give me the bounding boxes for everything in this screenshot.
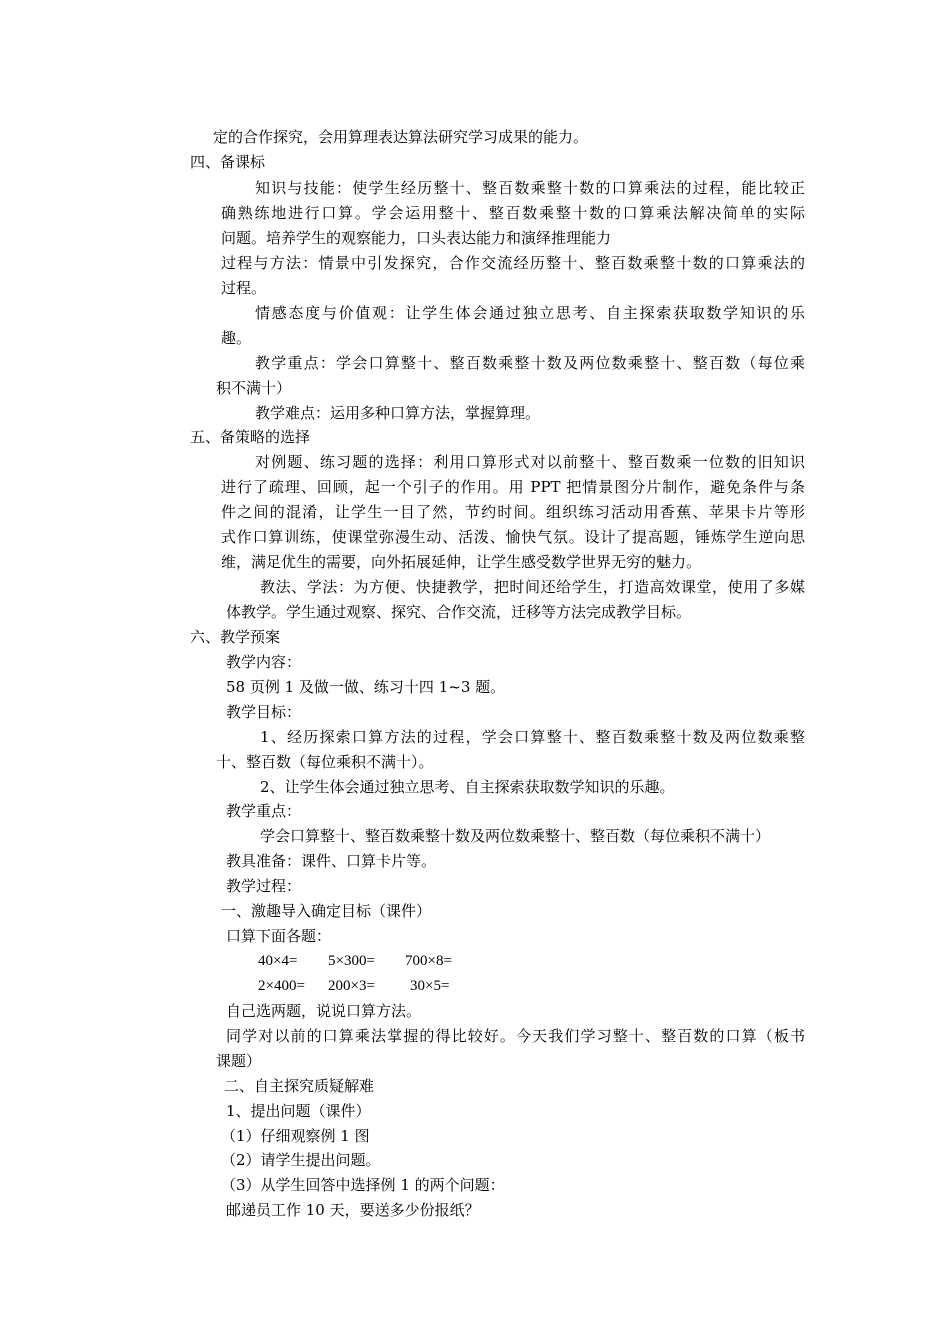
text-line: （3）从学生回答中选择例 1 的两个问题：	[221, 1176, 505, 1194]
text-line: 件之间的混淆，让学生一目了然，节约时间。组织练习活动用香蕉、苹果卡片等形	[221, 503, 805, 521]
text-line: 自己选两题，说说口算方法。	[226, 1002, 422, 1020]
text-line: 十、整百数（每位乘积不满十）。	[216, 753, 434, 771]
text-line: 课题）	[216, 1052, 262, 1070]
text-line: 情感态度与价值观：让学生体会通过独立思考、自主探索获取数学知识的乐	[255, 304, 805, 322]
text-line: （2）请学生提出问题。	[221, 1151, 381, 1169]
text-line: 教学重点：学会口算整十、整百数乘整十数及两位数乘整十、整百数（每位乘	[255, 354, 805, 372]
text-line: 口算下面各题：	[226, 927, 332, 945]
text-line: 1、提出问题（课件）	[226, 1102, 371, 1120]
text-line: （1）仔细观察例 1 图	[221, 1127, 370, 1145]
text-line: 教具准备：课件、口算卡片等。	[226, 852, 437, 870]
text-line: 式作口算训练，使课堂弥漫生动、活泼、愉快气氛。设计了提高题，锤炼学生逆向思	[221, 528, 805, 546]
text-line: 教法、学法：为方便、快捷教学，把时间还给学生，打造高效课堂，使用了多媒	[260, 578, 805, 596]
text-line: 知识与技能：使学生经历整十、整百数乘整十数的口算乘法的过程，能比较正	[255, 179, 805, 197]
text-line: 二、自主探究质疑解难	[224, 1077, 375, 1095]
text-line: 进行了疏理、回顾，起一个引子的作用。用 PPT 把情景图分片制作，避免条件与条	[221, 478, 805, 496]
equation: 30×5=	[410, 978, 450, 994]
text-line: 1、经历探索口算方法的过程，学会口算整十、整百数乘整十数及两位数乘整	[260, 728, 805, 746]
text-line: 教学目标：	[226, 703, 302, 721]
section-heading: 四、备课标	[190, 153, 266, 171]
text-line: 趣。	[221, 329, 252, 347]
text-line: 58 页例 1 及做一做、练习十四 1~3 题。	[226, 678, 506, 696]
text-line: 体教学。学生通过观察、探究、合作交流，迁移等方法完成教学目标。	[226, 603, 692, 621]
section-heading: 六、教学预案	[190, 628, 281, 646]
text-line: 问题。培养学生的观察能力，口头表达能力和演绎推理能力	[221, 229, 612, 247]
text-line: 教学过程：	[226, 877, 302, 895]
text-line: 教学重点：	[226, 802, 302, 820]
text-line: 2、让学生体会通过独立思考、自主探索获取数学知识的乐趣。	[260, 778, 675, 796]
section-heading: 五、备策略的选择	[190, 428, 311, 446]
text-line: 教学难点：运用多种口算方法，掌握算理。	[255, 404, 541, 422]
text-line: 教学内容：	[226, 653, 302, 671]
text-line: 维，满足优生的需要，向外拓展延伸，让学生感受数学世界无穷的魅力。	[221, 553, 702, 571]
text-line: 学会口算整十、整百数乘整十数及两位数乘整十、整百数（每位乘积不满十）	[260, 827, 771, 845]
text-line: 过程与方法：情景中引发探究，合作交流经历整十、整百数乘整十数的口算乘法的	[221, 254, 805, 272]
equation: 2×400=	[258, 978, 305, 994]
text-line: 一、激趣导入确定目标（课件）	[221, 902, 432, 920]
equation: 5×300=	[328, 953, 375, 969]
text-line: 对例题、练习题的选择：利用口算形式对以前整十、整百数乘一位数的旧知识	[255, 453, 805, 471]
equation: 700×8=	[405, 953, 452, 969]
text-line: 同学对以前的口算乘法掌握的得比较好。今天我们学习整十、整百数的口算（板书	[226, 1027, 805, 1045]
text-line: 确熟练地进行口算。学会运用整十、整百数乘整十数的口算乘法解决简单的实际	[221, 204, 805, 222]
text-line: 过程。	[221, 279, 267, 297]
text-line: 定的合作探究，会用算理表达算法研究学习成果的能力。	[213, 128, 589, 146]
text-line: 邮递员工作 10 天，要送多少份报纸？	[226, 1201, 480, 1219]
equation: 40×4=	[258, 953, 298, 969]
text-line: 积不满十）	[216, 379, 292, 397]
equation: 200×3=	[328, 978, 375, 994]
